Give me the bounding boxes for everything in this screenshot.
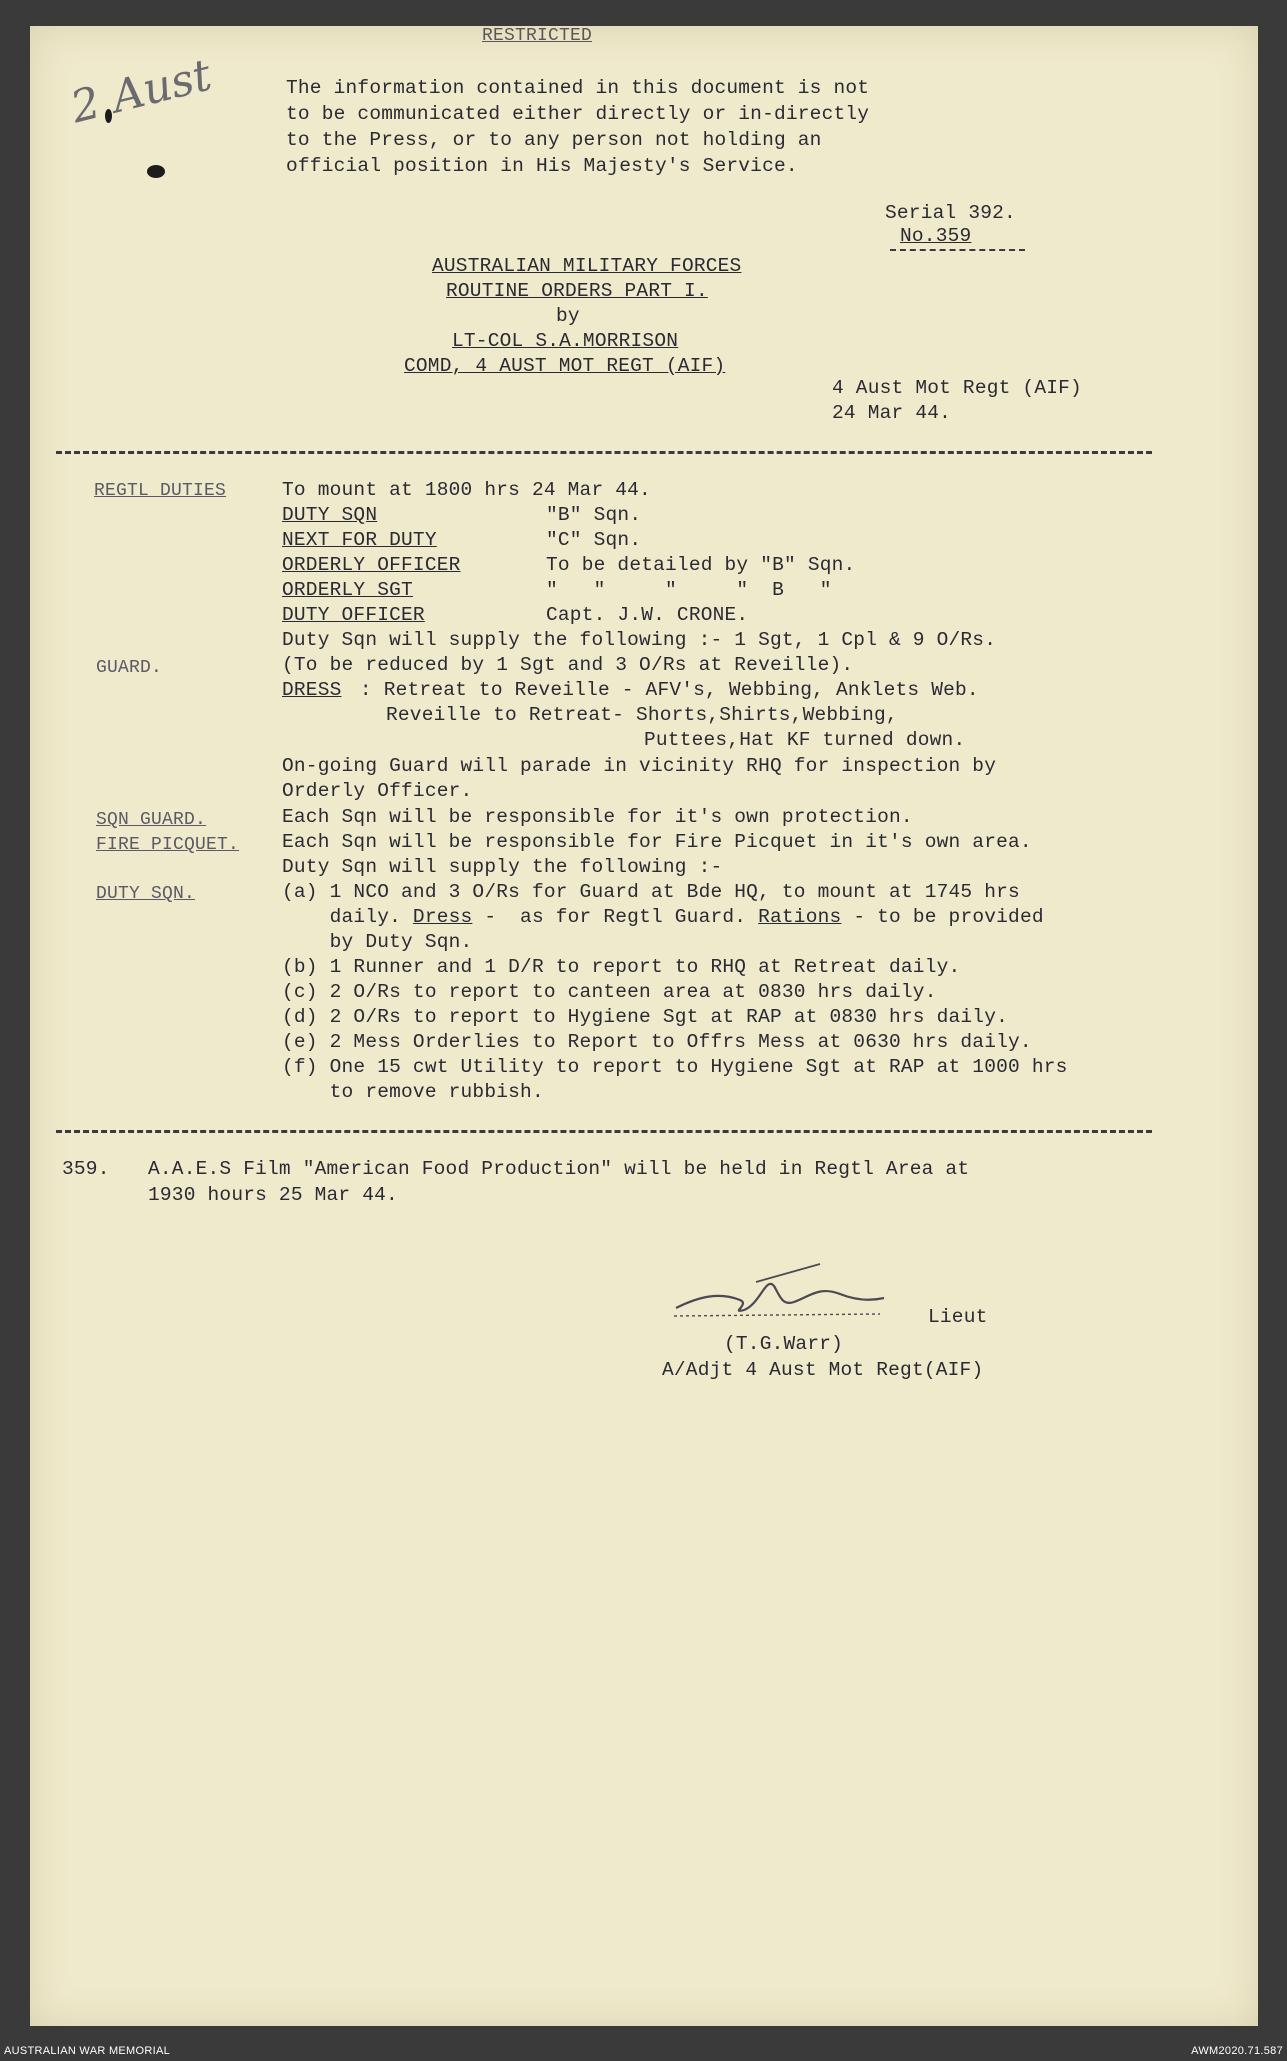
separator-bottom	[56, 1130, 1152, 1133]
punch-hole	[147, 165, 165, 178]
issuing-unit: 4 Aust Mot Regt (AIF)	[832, 377, 1082, 399]
orderly-officer-value: To be detailed by "B" Sqn.	[546, 554, 856, 576]
fire-picquet-line: Each Sqn will be responsible for Fire Picquet in it's own area.	[282, 831, 1032, 853]
duty-item-c: (c) 2 O/Rs to report to canteen area at 0830 hrs daily.	[282, 981, 937, 1003]
classification-stamp: RESTRICTED	[482, 26, 593, 46]
caveat-line: The information contained in this document is not	[286, 77, 870, 99]
guard-line: (To be reduced by 1 Sgt and 3 O/Rs at Reveille).	[282, 654, 854, 676]
guard-line: Duty Sqn will supply the following :- 1 Sgt, 1 Cpl & 9 O/Rs.	[282, 629, 997, 651]
title-line: LT-COL S.A.MORRISON	[452, 330, 679, 352]
footer-accession-number: AWM2020.71.587	[1191, 2045, 1283, 2057]
mount-line: To mount at 1800 hrs 24 Mar 44.	[282, 479, 651, 501]
sqn-guard-line: Each Sqn will be responsible for it's own protection.	[282, 806, 913, 828]
margin-label-duty-sqn: DUTY SQN.	[96, 884, 196, 904]
duty-officer-label: DUTY OFFICER	[282, 604, 425, 626]
issue-date: 24 Mar 44.	[832, 402, 952, 424]
footer-archive-name: AUSTRALIAN WAR MEMORIAL	[4, 2045, 171, 2057]
signatory-rank: Lieut	[928, 1306, 988, 1328]
duty-item-a-cont: daily. Dress - as for Regtl Guard. Rations - to be provided	[282, 906, 1044, 928]
duty-item-b: (b) 1 Runner and 1 D/R to report to RHQ at Retreat daily.	[282, 956, 961, 978]
serial-number: Serial 392.	[885, 202, 1016, 224]
signature	[670, 1256, 930, 1326]
duty-item-a: (a) 1 NCO and 3 O/Rs for Guard at Bde HQ, to mount at 1745 hrs	[282, 881, 1020, 903]
title-line: COMD, 4 AUST MOT REGT (AIF)	[404, 355, 726, 377]
dress-label: DRESS	[282, 679, 342, 701]
title-line: ROUTINE ORDERS PART I.	[446, 280, 708, 302]
signature-scrawl	[670, 1256, 930, 1326]
orderly-sgt-value: " " " " B "	[546, 579, 832, 601]
duty-item-f: (f) One 15 cwt Utility to report to Hygiene Sgt at RAP at 1000 hrs	[282, 1056, 1068, 1078]
order-number: No.359	[900, 225, 972, 247]
margin-label-sqn-guard: SQN GUARD.	[96, 810, 207, 830]
pencil-annotation: 2 Aust	[65, 49, 217, 134]
caveat-line: official position in His Majesty's Service.	[286, 155, 798, 177]
dress-line: : Retreat to Reveille - AFV's, Webbing, Anklets Web.	[348, 679, 979, 701]
margin-label-fire-picquet: FIRE PICQUET.	[96, 835, 240, 855]
margin-label-regtl-duties: REGTL DUTIES	[94, 481, 227, 501]
duty-officer-value: Capt. J.W. CRONE.	[546, 604, 749, 626]
dress-underlined: Dress	[412, 906, 473, 928]
duty-item-e: (e) 2 Mess Orderlies to Report to Offrs Mess at 0630 hrs daily.	[282, 1031, 1032, 1053]
signatory-appointment: A/Adjt 4 Aust Mot Regt(AIF)	[662, 1359, 984, 1381]
document-page	[30, 26, 1258, 2026]
item-359-line: 1930 hours 25 Mar 44.	[148, 1184, 398, 1206]
orderly-sgt-label: ORDERLY SGT	[282, 579, 413, 601]
caveat-line: to the Press, or to any person not holding an	[286, 129, 822, 151]
separator-top	[56, 451, 1152, 454]
margin-label-guard: GUARD.	[96, 658, 163, 678]
duty-sqn-label: DUTY SQN	[282, 504, 378, 526]
ongoing-guard-line: Orderly Officer.	[282, 780, 473, 802]
signatory-name: (T.G.Warr)	[724, 1333, 844, 1355]
ongoing-guard-line: On-going Guard will parade in vicinity RHQ for inspection by	[282, 755, 997, 777]
rations-underlined: Rations	[758, 906, 842, 928]
caveat-line: to be communicated either directly or in-directly	[286, 103, 870, 125]
duty-sqn-value: "B" Sqn.	[546, 504, 642, 526]
duty-sqn-intro: Duty Sqn will supply the following :-	[282, 856, 723, 878]
item-359-line: A.A.E.S Film "American Food Production" will be held in Regtl Area at	[148, 1158, 970, 1180]
item-number: 359.	[62, 1158, 110, 1180]
title-line: by	[556, 305, 580, 327]
dress-line: Puttees,Hat KF turned down.	[644, 729, 966, 751]
next-for-duty-value: "C" Sqn.	[546, 529, 642, 551]
duty-item-a-cont: by Duty Sqn.	[282, 931, 473, 953]
number-underline	[890, 249, 1025, 251]
title-line: AUSTRALIAN MILITARY FORCES	[432, 255, 742, 277]
orderly-officer-label: ORDERLY OFFICER	[282, 554, 461, 576]
dress-line: Reveille to Retreat- Shorts,Shirts,Webbing,	[386, 704, 898, 726]
duty-item-f-cont: to remove rubbish.	[282, 1081, 544, 1103]
next-for-duty-label: NEXT FOR DUTY	[282, 529, 437, 551]
duty-item-d: (d) 2 O/Rs to report to Hygiene Sgt at RAP at 0830 hrs daily.	[282, 1006, 1009, 1028]
